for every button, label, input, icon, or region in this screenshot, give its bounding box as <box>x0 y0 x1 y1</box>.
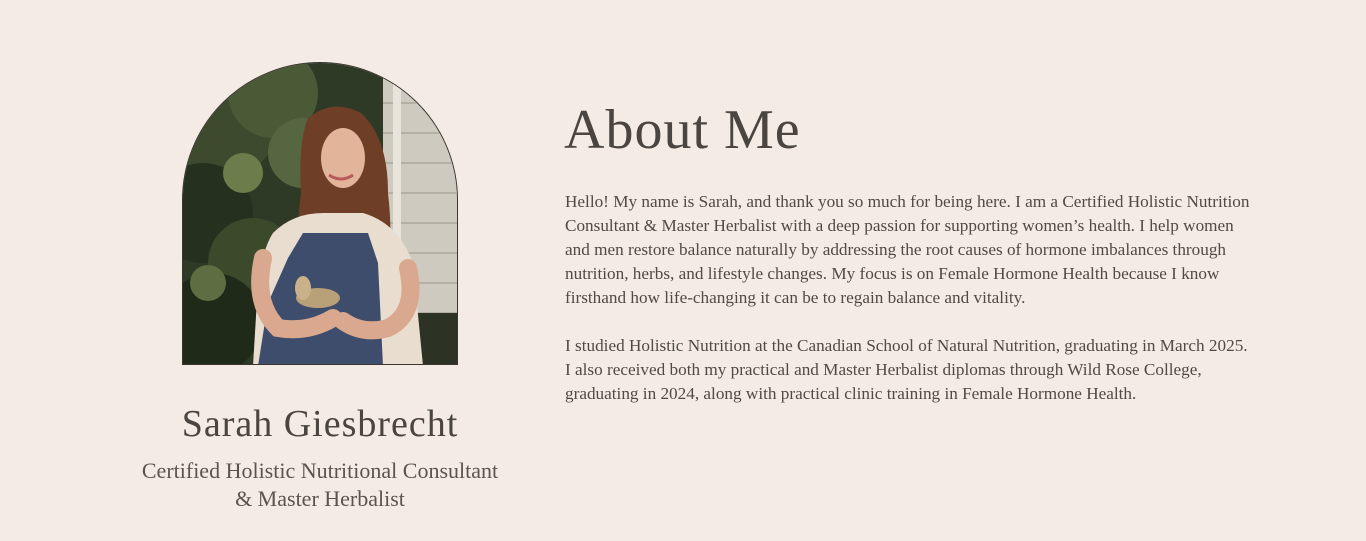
person-title-line1: Certified Holistic Nutritional Consultant <box>141 458 499 483</box>
profile-photo <box>182 62 458 365</box>
bio-paragraph-2: I studied Holistic Nutrition at the Canadian School of Natural Nutrition, graduating in March 2025. I also received both my practical and Master Herbalist diplomas through Wild Rose College, graduating in 2024, along with practical clinic training in Female Hormone Health. <box>565 336 1248 403</box>
person-title-line2: & Master Herbalist <box>235 486 405 511</box>
person-title <box>100 457 540 513</box>
bio-text <box>565 190 1255 430</box>
bio-paragraph-1: Hello! My name is Sarah, and thank you so much for being here. I am a Certified Holistic Nutrition Consultant & Master Herbalist with a deep passion for supporting women’s health. I help women and men restore balance naturally by addressing the root causes of hormone imbalances through nutrition, herbs, and lifestyle changes. My focus is on Female Hormone Health because I know firsthand how life-changing it can be to regain balance and vitality. <box>565 192 1250 307</box>
portrait-photo-icon <box>183 63 458 365</box>
section-heading: About Me <box>564 99 801 161</box>
person-name: Sarah Giesbrecht <box>181 403 459 445</box>
